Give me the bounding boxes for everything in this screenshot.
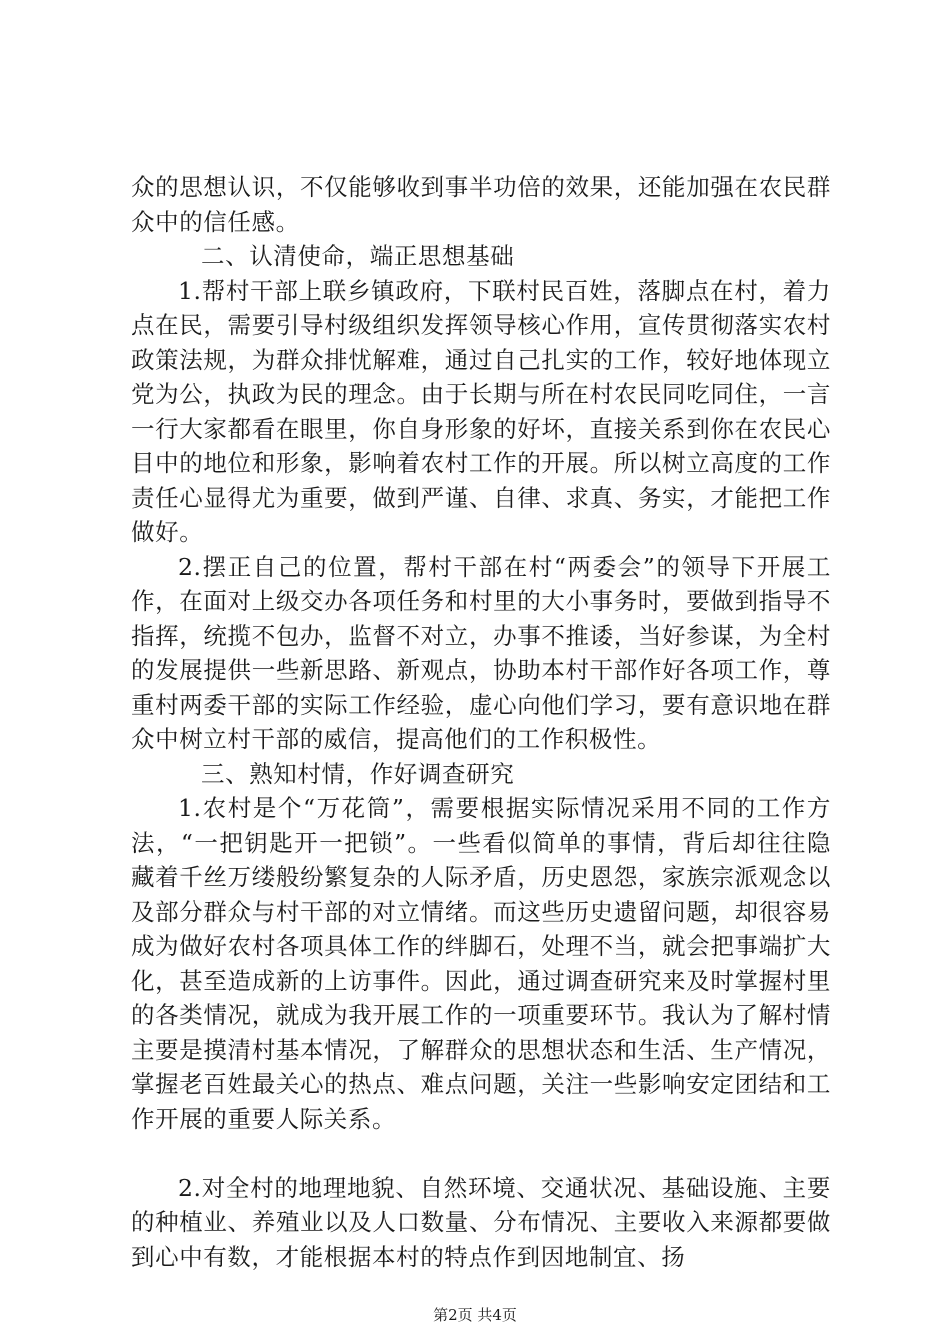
paragraph-3-2: 2.对全村的地理地貌、自然环境、交通状况、基础设施、主要的种植业、养殖业以及人口数量、分布情况、主要收入来源都要做到心中有数，才能根据本村的特点作到因地制宜、扬 (131, 1173, 831, 1271)
paragraph-2-1: 1.帮村干部上联乡镇政府，下联村民百姓，落脚点在村，着力点在民，需要引导村级组织发挥领导核心作用，宣传贯彻落实农村政策法规，为群众排忧解难，通过自己扎实的工作，较好地体现立党为公，执政为民的理念。由于长期与所在村农民同吃同住，一言一行大家都看在眼里，你自身形象的好坏，直接关系到你在农民心目中的地位和形象，影响着农村工作的开展。所以树立高度的工作责任心显得尤为重要，做到严谨、自律、求真、务实，才能把工作做好。 (131, 276, 831, 546)
paragraph-continued: 众的思想认识，不仅能够收到事半功倍的效果，还能加强在农民群众中的信任感。 (131, 173, 831, 236)
paragraph-3-1: 1.农村是个“万花筒”，需要根据实际情况采用不同的工作方法，“一把钥匙开一把锁”。一些看似简单的事情，背后却往往隐藏着千丝万缕般纷繁复杂的人际矛盾，历史恩怨，家族宗派观念以及部分群众与村干部的对立情绪。而这些历史遗留问题，却很容易成为做好农村各项具体工作的绊脚石，处理不当，就会把事端扩大化，甚至造成新的上访事件。因此，通过调查研究来及时掌握村里的各类情况，就成为我开展工作的一项重要环节。我认为了解村情主要是摸清村基本情况，了解群众的思想状态和生活、生产情况，掌握老百姓最关心的热点、难点问题，关注一些影响安定团结和工作开展的重要人际关系。 (131, 794, 831, 1133)
page-number-footer: 第2页 共4页 (433, 1306, 517, 1324)
section-heading-3: 三、熟知村情，作好调查研究 (201, 759, 515, 788)
paragraph-gap (131, 1136, 831, 1171)
paragraph-2-2: 2.摆正自己的位置，帮村干部在村“两委会”的领导下开展工作，在面对上级交办各项任务和村里的大小事务时，要做到指导不指挥，统揽不包办，监督不对立，办事不推诿，当好参谋，为全村的发展提供一些新思路、新观点，协助本村干部作好各项工作，尊重村两委干部的实际工作经验，虚心向他们学习，要有意识地在群众中树立村干部的威信，提高他们的工作积极性。 (131, 552, 831, 753)
section-heading-2: 二、认清使命，端正思想基础 (201, 242, 515, 270)
document-body (131, 170, 831, 1274)
